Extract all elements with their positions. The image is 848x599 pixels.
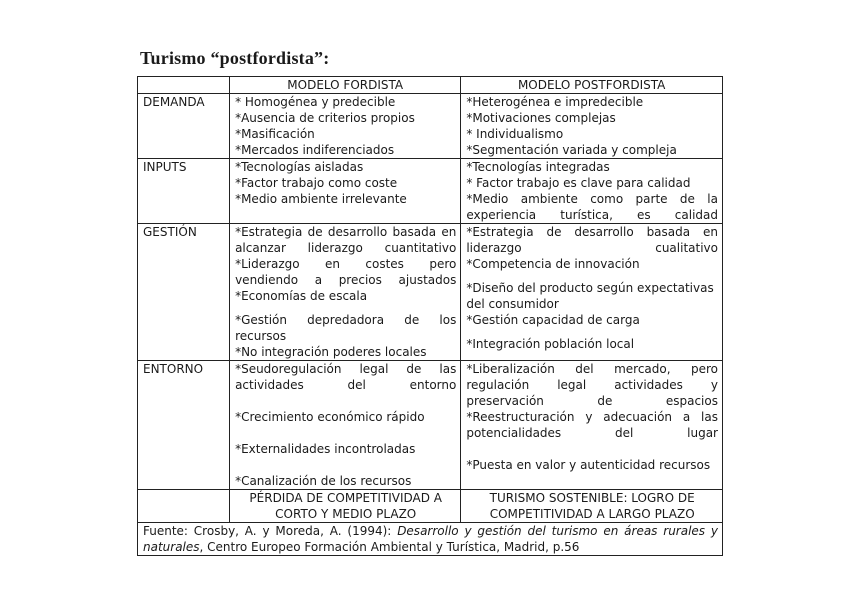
list-item: *Masificación xyxy=(235,127,315,141)
postfordista-cell xyxy=(461,224,723,361)
fordista-cell xyxy=(230,224,461,361)
row-label: DEMANDA xyxy=(138,94,230,159)
outcome-postfordista: TURISMO SOSTENIBLE: LOGRO DE COMPETITIVIDAD A LARGO PLAZO xyxy=(461,490,723,523)
outcome-fordista: PÉRDIDA DE COMPETITIVIDAD A CORTO Y MEDIO PLAZO xyxy=(230,490,461,523)
page-title: Turismo “postfordista”: xyxy=(140,48,330,68)
source-row xyxy=(138,523,723,556)
row-label: INPUTS xyxy=(138,159,230,224)
header-postfordista: MODELO POSTFORDISTA xyxy=(461,77,723,94)
postfordista-cell xyxy=(461,361,723,490)
fordista-cell xyxy=(230,361,461,490)
list-item: *Medio ambiente irrelevante xyxy=(235,192,407,206)
list-item: *Ausencia de criterios propios xyxy=(235,111,415,125)
list-item: *Tecnologías integradas xyxy=(466,160,610,174)
outcome-row xyxy=(138,490,723,523)
list-item: *No integración poderes locales xyxy=(235,345,427,359)
list-item: * Homogénea y predecible xyxy=(235,95,396,109)
header-empty xyxy=(138,77,230,94)
fordista-cell xyxy=(230,159,461,224)
postfordista-cell xyxy=(461,94,723,159)
list-item: * Factor trabajo es clave para calidad xyxy=(466,176,691,190)
list-item: *Canalización de los recursos xyxy=(235,474,412,488)
list-item: *Segmentación variada y compleja xyxy=(466,143,677,157)
source-prefix: Fuente: Crosby, A. y Moreda, A. (1994): xyxy=(143,524,398,538)
list-item: *Integración población local xyxy=(466,337,635,351)
postfordista-cell xyxy=(461,159,723,224)
list-item: *Externalidades incontroladas xyxy=(235,442,416,456)
list-item: *Estrategia de desarrollo basada en alcanzar liderazgo cuantitativo xyxy=(235,225,457,255)
list-item: *Liderazgo en costes pero vendiendo a precios ajustados xyxy=(235,257,457,287)
table-header-row xyxy=(138,77,723,94)
list-item: *Gestión depredadora de los recursos xyxy=(235,313,457,343)
header-fordista: MODELO FORDISTA xyxy=(230,77,461,94)
list-item: *Competencia de innovación xyxy=(466,257,640,271)
list-item: *Seudoregulación legal de las actividades del entorno xyxy=(235,362,457,392)
list-item: *Puesta en valor y autenticidad recursos xyxy=(466,458,711,472)
table-row xyxy=(138,361,723,490)
list-item: *Tecnologías aisladas xyxy=(235,160,364,174)
comparison-table xyxy=(137,76,723,556)
list-item: *Heterogénea e impredecible xyxy=(466,95,644,109)
outcome-empty xyxy=(138,490,230,523)
table-row xyxy=(138,224,723,361)
list-item: *Diseño del producto según expectativas del consumidor xyxy=(466,281,714,311)
row-label: ENTORNO xyxy=(138,361,230,490)
list-item: *Reestructuración y adecuación a las potencialidades del lugar xyxy=(466,410,718,440)
list-item: *Medio ambiente como parte de la experiencia turística, es calidad xyxy=(466,192,718,222)
list-item: *Liberalización del mercado, pero regulación legal actividades y preservación de espacios xyxy=(466,362,718,408)
list-item: *Estrategia de desarrollo basada en liderazgo cualitativo xyxy=(466,225,718,255)
list-item: *Mercados indiferenciados xyxy=(235,143,395,157)
list-item: *Factor trabajo como coste xyxy=(235,176,398,190)
list-item: *Gestión capacidad de carga xyxy=(466,313,640,327)
list-item: * Individualismo xyxy=(466,127,564,141)
list-item: *Crecimiento económico rápido xyxy=(235,410,425,424)
source-suffix: , Centro Europeo Formación Ambiental y Turística, Madrid, p.56 xyxy=(199,540,580,554)
list-item: *Motivaciones complejas xyxy=(466,111,616,125)
source-citation xyxy=(138,523,723,556)
list-item: *Economías de escala xyxy=(235,289,368,303)
fordista-cell xyxy=(230,94,461,159)
table-row xyxy=(138,94,723,159)
row-label: GESTIÓN xyxy=(138,224,230,361)
source-title: Desarrollo y gestión del turismo en áreas rurales y naturales xyxy=(143,524,718,554)
table-row xyxy=(138,159,723,224)
